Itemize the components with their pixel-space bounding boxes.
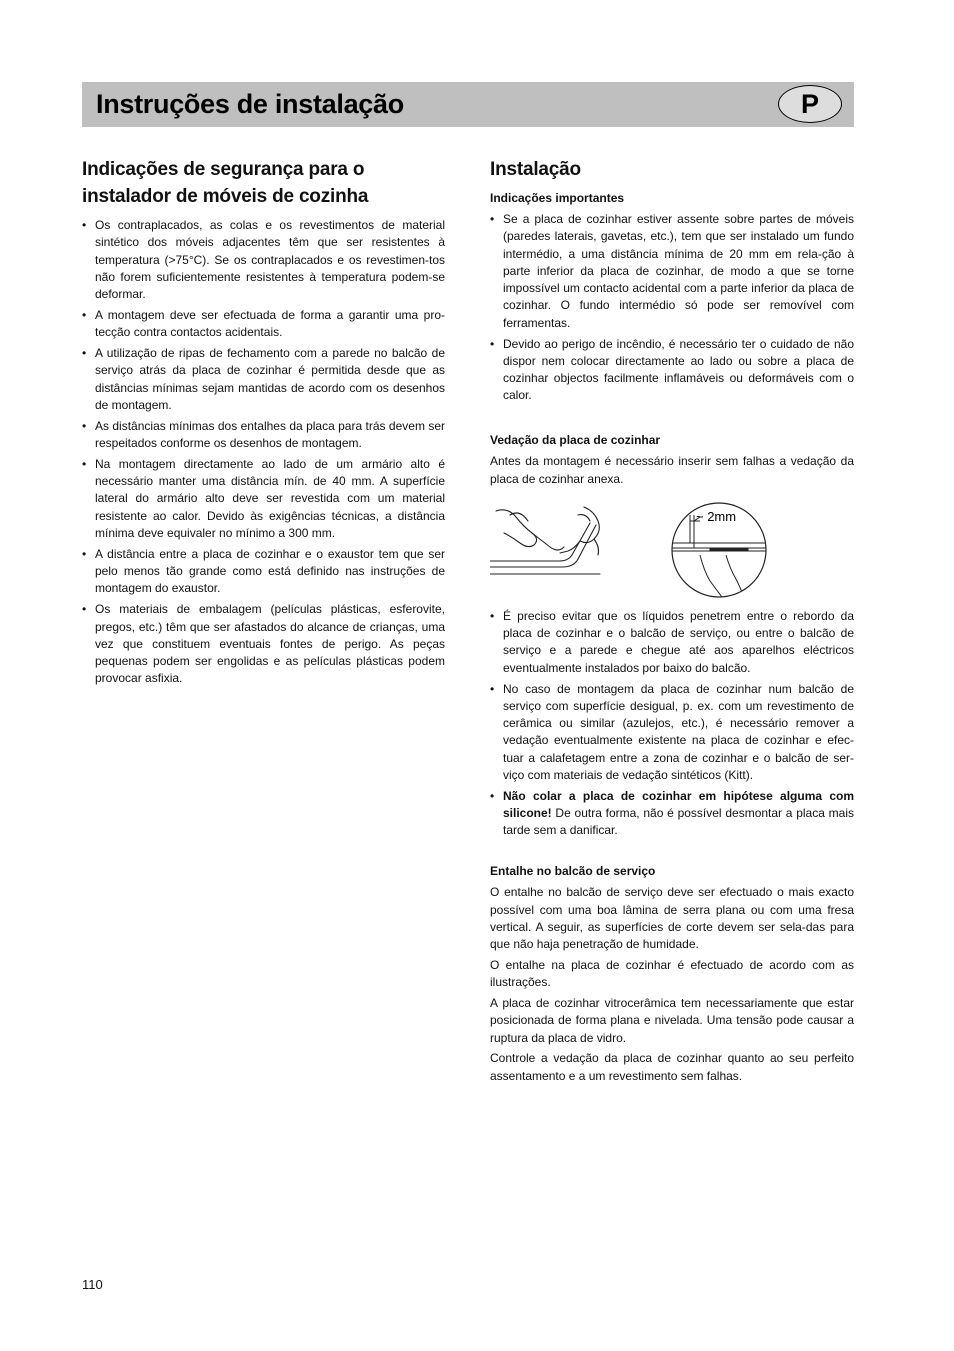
list-item: • A utilização de ripas de fechamento com a parede no balcão de serviço atrás da placa de cozinhar é permitida desde que as distâncias mínimas sejam mantidas de acordo com os desenhos de montagem. xyxy=(82,345,445,414)
safety-list xyxy=(82,217,445,688)
cutout-paragraph: O entalhe na placa de cozinhar é efectuado de acordo com as ilustrações. xyxy=(490,957,854,990)
list-item: • Os contraplacados, as colas e os revestimentos de material sintético dos móveis adjacentes têm que ser resistentes à temperatura (>75°C). Se os contraplacados e os revestimen-tos não forem suficientemente resistentes à temperatura podem-se deformar. xyxy=(82,217,445,303)
list-item: • No caso de montagem da placa de cozinhar num balcão de serviço com superfície desigual, p. ex. com um revestimento de cerâmica ou similar (azulejos, etc.), é necessário remover a vedação eventualmente existente na placa de cozinhar e efec-tuar a calafetagem entre a zona de cozinhar e o balcão de ser-viço com materiais de vedação sintéticos (Kitt). xyxy=(490,681,854,785)
seal-list xyxy=(490,608,854,840)
language-badge: P xyxy=(778,85,842,123)
list-item: • Devido ao perigo de incêndio, é necessário ter o cuidado de não dispor nem colocar directamente ao lado ou sobre a placa de cozinhar objectos facilmente inflamáveis ou deformáveis com o calor. xyxy=(490,336,854,405)
seal-gap-detail-diagram xyxy=(670,501,768,599)
cutout-title: Entalhe no balcão de serviço xyxy=(490,864,656,879)
seal-insertion-illustration xyxy=(490,503,610,583)
seal-illustrations xyxy=(490,503,854,598)
left-column xyxy=(82,156,445,691)
list-item: • As distâncias mínimas dos entalhes da placa para trás devem ser respeitados conforme os desenhos de montagem. xyxy=(82,418,445,453)
list-item: • É preciso evitar que os líquidos penetrem entre o rebordo da placa de cozinhar e o balcão de serviço, ou entre o balcão de serviço e a parede e chegue até aos aparelhos eléctricos eventualmente instalados por baixo do balcão. xyxy=(490,608,854,677)
seal-title: Vedação da placa de cozinhar xyxy=(490,433,661,448)
important-notes-list xyxy=(490,211,854,405)
silicone-warning-rest: De outra forma, não é possível desmontar a placa mais tarde sem a danificar. xyxy=(503,806,854,838)
page-number: 110 xyxy=(82,1277,103,1292)
important-notes-title: Indicações importantes xyxy=(490,191,625,205)
gap-measurement-label: ~ 2mm xyxy=(696,508,737,524)
list-item xyxy=(490,788,854,840)
list-item: • A distância entre a placa de cozinhar e o exaustor tem que ser pelo menos tão grande como está definido nas instruções de montagem do exaustor. xyxy=(82,546,445,598)
list-item: • Os materiais de embalagem (películas plásticas, esferovite, pregos, etc.) têm que ser afastados do alcance de crianças, uma vez que constituem eventuais fontes de perigo. As peças pequenas podem ser engolidas e as películas plásticas podem provocar asfixia. xyxy=(82,601,445,687)
list-item: • Na montagem directamente ao lado de um armário alto é necessário manter uma distância mín. de 40 mm. A superfície lateral do armário alto deve ser revestida com um material resistente ao calor. Devido às exigências técnicas, a distância mínima deve equivaler no mínimo a 300 mm. xyxy=(82,456,445,542)
spacer xyxy=(490,408,854,432)
list-item: • A montagem deve ser efectuada de forma a garantir uma pro-tecção contra contactos acidentais. xyxy=(82,307,445,342)
cutout-paragraph: Controle a vedação da placa de cozinhar quanto ao seu perfeito assentamento e a um revestimento sem falhas. xyxy=(490,1051,854,1083)
spacer xyxy=(490,843,854,863)
safety-heading: Indicações de segurança para o instalador de móveis de cozinha xyxy=(82,159,369,207)
list-item: • Se a placa de cozinhar estiver assente sobre partes de móveis (paredes laterais, gavetas, etc.), tem que ser instalado um fundo intermédio, a uma distância mínima de 20 mm em rela-ção à parte inferior da placa de cozinhar, de modo a que se torne impossível um contacto acidental com a parte inferior da placa de cozinhar. O fundo intermédio só pode ser removível com ferramentas. xyxy=(490,211,854,332)
right-column xyxy=(490,156,854,1088)
header-bar xyxy=(82,82,854,127)
silicone-warning: Não colar a placa de cozinhar em hipótese alguma com silicone! xyxy=(503,788,854,821)
cutout-paragraph: O entalhe no balcão de serviço deve ser efectuado o mais exacto possível com uma boa lâmina de serra plana ou com uma fresa vertical. A seguir, as superfícies de corte devem ser sela-das para que não haja penetração de humidade. xyxy=(490,885,854,952)
cutout-paragraph: A placa de cozinhar vitrocerâmica tem necessariamente que estar posicionada de forma plana e nivelada. Uma tensão pode causar a ruptura da placa de vidro. xyxy=(490,996,854,1045)
seal-intro: Antes da montagem é necessário inserir sem falhas a vedação da placa de cozinhar anexa. xyxy=(490,454,854,486)
page-title: Instruções de instalação xyxy=(96,89,404,119)
installation-heading: Instalação xyxy=(490,159,581,180)
